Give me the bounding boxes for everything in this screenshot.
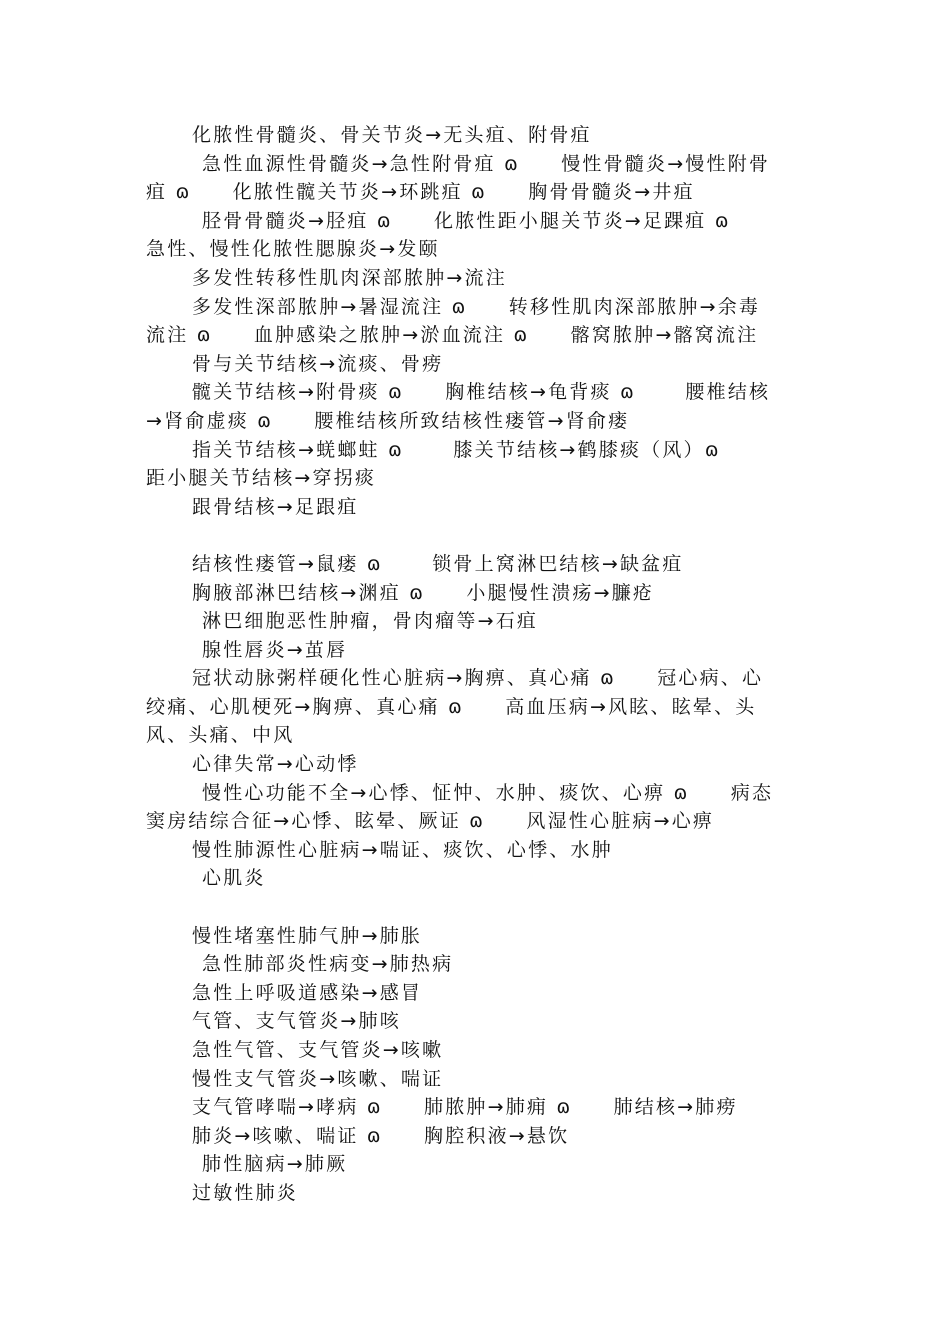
text-line: 急性肺部炎性病变→肺热病 [202, 953, 454, 976]
text-line: 髋关节结核→附骨痰 ɷ 胸椎结核→龟背痰 ɷ 腰椎结核 [192, 381, 771, 404]
text-line: 指关节结核→蜣螂蛀 ɷ 膝关节结核→鹤膝痰（风）ɷ [192, 438, 721, 461]
document-body [146, 121, 806, 1208]
text-line: 气管、支气管炎→肺咳 [192, 1010, 401, 1033]
text-line: 疽 ɷ 化脓性髋关节炎→环跳疽 ɷ 胸骨骨髓炎→井疽 [146, 181, 695, 204]
text-line: 风、头痛、中风 [146, 724, 295, 747]
text-line: 绞痛、心肌梗死→胸痹、真心痛 ɷ 高血压病→风眩、眩晕、头 [146, 695, 757, 718]
text-line: 流注 ɷ 血肿感染之脓肿→淤血流注 ɷ 髂窝脓肿→髂窝流注 [146, 324, 759, 347]
text-line: 腺性唇炎→茧唇 [202, 638, 348, 661]
text-line: 慢性心功能不全→心悸、怔忡、水肿、痰饮、心痹 ɷ 病态 [202, 781, 774, 804]
text-line: 慢性堵塞性肺气肿→肺胀 [192, 924, 423, 947]
text-line: 心肌炎 [202, 867, 266, 890]
blank-line [146, 521, 806, 550]
text-line: 急性血源性骨髓炎→急性附骨疽 ɷ 慢性骨髓炎→慢性附骨 [202, 152, 771, 175]
text-line: 心律失常→心动悸 [192, 753, 359, 776]
text-line: 急性、慢性化脓性腮腺炎→发颐 [146, 238, 440, 261]
text-line: 过敏性肺炎 [192, 1181, 299, 1204]
text-line: 结核性瘘管→鼠瘘 ɷ 锁骨上窝淋巴结核→缺盆疽 [192, 552, 684, 575]
text-line: 距小腿关节结核→穿拐痰 [146, 467, 377, 490]
text-line: 化脓性骨髓炎、骨关节炎→无头疽、附骨疽 [192, 124, 592, 146]
text-line: 急性气管、支气管炎→咳嗽 [192, 1039, 444, 1061]
text-line: 窦房结综合征→心悸、眩晕、厥证 ɷ 风湿性心脏病→心痹 [146, 810, 715, 833]
text-line: 跟骨结核→足跟疽 [192, 495, 359, 518]
text-line: 急性上呼吸道感染→感冒 [192, 981, 423, 1004]
text-line: 慢性支气管炎→咳嗽、喘证 [192, 1067, 444, 1090]
text-line: →肾俞虚痰 ɷ 腰椎结核所致结核性瘘管→肾俞瘘 [146, 409, 630, 432]
text-line: 肺炎→咳嗽、喘证 ɷ 胸腔积液→悬饮 [192, 1124, 570, 1147]
text-line: 肺性脑病→肺厥 [202, 1153, 348, 1176]
text-line: 支气管哮喘→哮病 ɷ 肺脓肿→肺痈 ɷ 肺结核→肺痨 [192, 1096, 738, 1119]
text-line: 冠状动脉粥样硬化性心脏病→胸痹、真心痛 ɷ 冠心病、心 [192, 667, 764, 690]
text-line: 胸腋部淋巴结核→渊疽 ɷ 小腿慢性溃疡→臁疮 [192, 581, 655, 604]
blank-line [146, 893, 806, 922]
text-line: 多发性转移性肌肉深部脓肿→流注 [192, 266, 507, 289]
text-line: 淋巴细胞恶性肿瘤，骨肉瘤等→石疽 [202, 610, 539, 633]
text-line: 胫骨骨髓炎→胫疽 ɷ 化脓性距小腿关节炎→足踝疽 ɷ [202, 209, 731, 232]
text-line: 慢性肺源性心脏病→喘证、痰饮、心悸、水肿 [192, 838, 613, 861]
text-line: 骨与关节结核→流痰、骨痨 [192, 352, 444, 375]
text-line: 多发性深部脓肿→暑湿流注 ɷ 转移性肌肉深部脓肿→余毒 [192, 295, 761, 318]
